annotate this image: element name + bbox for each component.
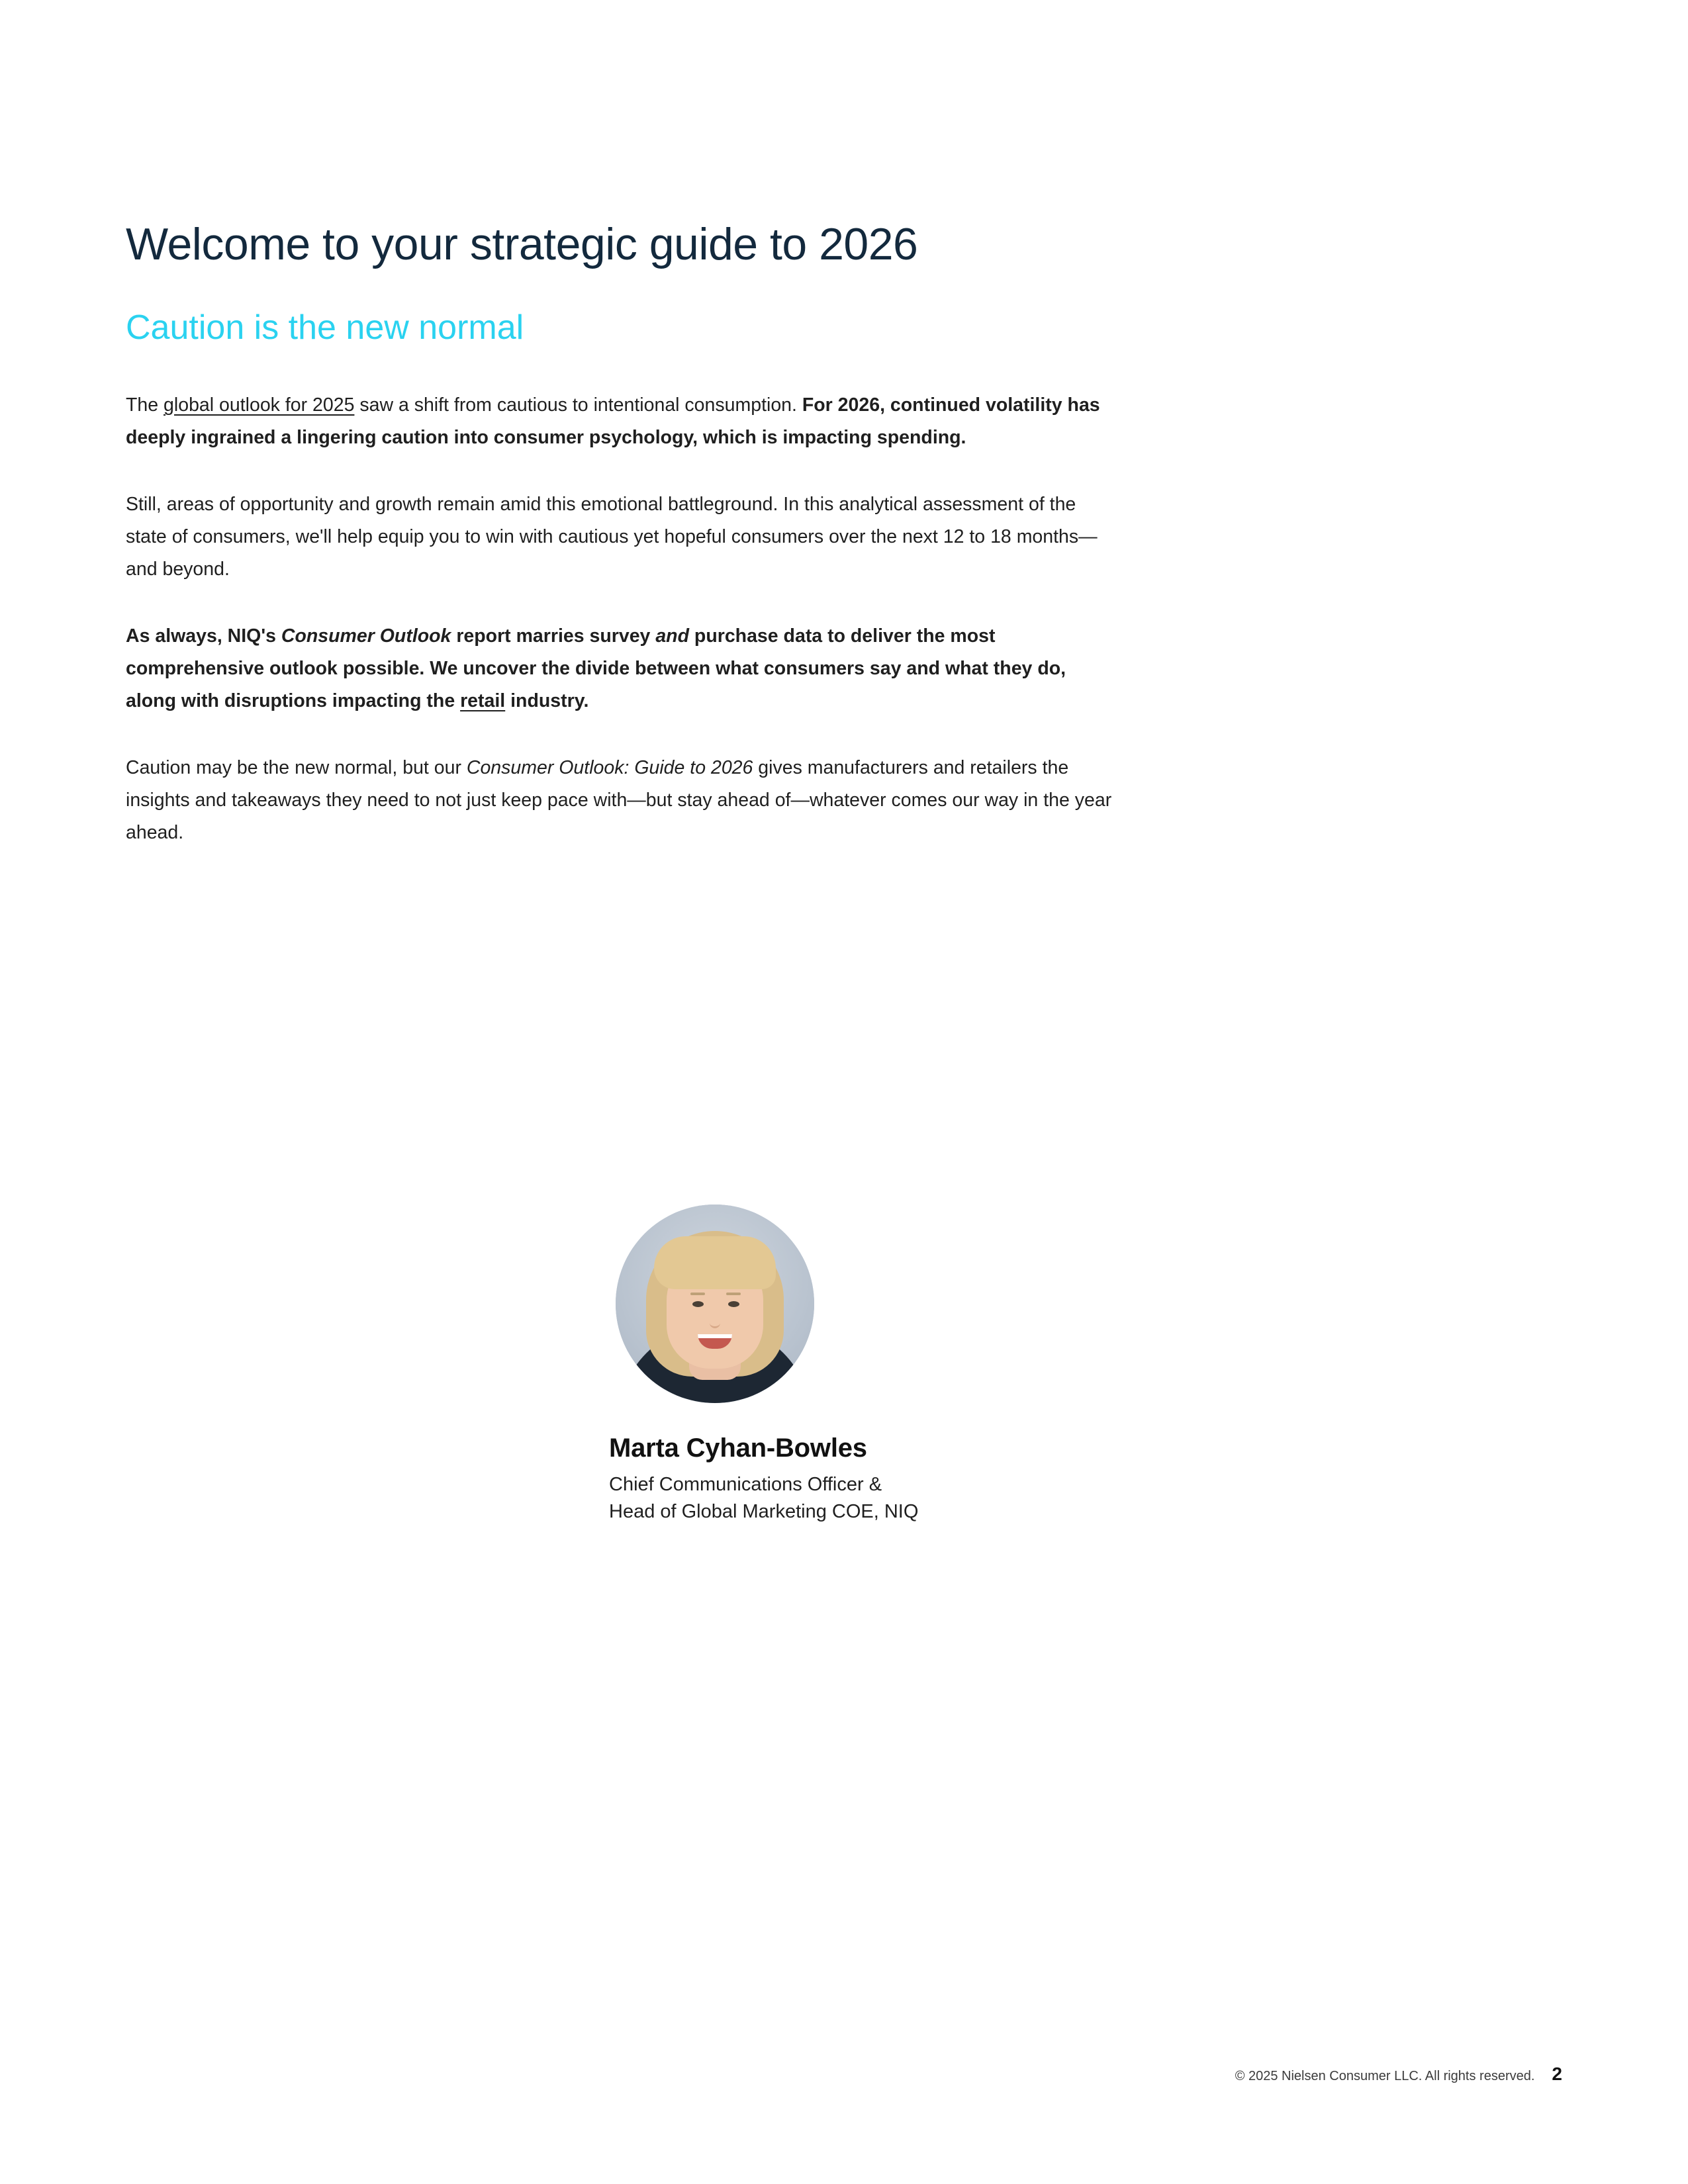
avatar-nose — [710, 1316, 720, 1328]
page-title: Welcome to your strategic guide to 2026 — [126, 219, 918, 269]
paragraph-3-text-b: report marries survey — [451, 625, 656, 647]
paragraph-4-italic: Consumer Outlook: Guide to 2026 — [466, 757, 753, 779]
paragraph-3-text-a: As always, NIQ's — [126, 625, 281, 647]
avatar-eye-right — [728, 1301, 739, 1307]
avatar-eye-left — [692, 1301, 704, 1307]
author-block — [609, 1205, 1139, 1525]
avatar-eyebrow-right — [726, 1293, 741, 1295]
paragraph-3-text-c: purchase data to deliver the most comprehensive outlook possible. We uncover the divide between what consumers say and what they do, along with disruptions impacting the — [126, 625, 1066, 712]
retail-link[interactable]: retail — [460, 690, 506, 712]
paragraph-1-text-b: saw a shift from cautious to intentional consumption. — [354, 394, 802, 416]
avatar-hair-fringe — [654, 1236, 776, 1289]
copyright-notice: © 2025 Nielsen Consumer LLC. All rights reserved. — [1235, 2069, 1535, 2083]
paragraph-4-text-a: Caution may be the new normal, but our — [126, 757, 467, 779]
page-content — [126, 218, 1158, 884]
paragraph-4 — [126, 752, 1119, 849]
author-role-line-2: Head of Global Marketing COE, NIQ — [609, 1501, 919, 1523]
paragraph-3-italic-1: Consumer Outlook — [281, 625, 451, 647]
avatar — [616, 1205, 814, 1403]
paragraph-4-text-b: gives manufacturers and retailers the insights and takeaways they need to not just keep pace with—but stay ahead of—whatever comes our way in the year ahead. — [126, 757, 1112, 844]
author-role-line-1: Chief Communications Officer & — [609, 1474, 882, 1495]
paragraph-1 — [126, 389, 1119, 454]
page-footer — [1235, 2064, 1562, 2085]
page-number: 2 — [1552, 2064, 1562, 2084]
avatar-eyebrow-left — [690, 1293, 705, 1295]
author-name: Marta Cyhan-Bowles — [609, 1433, 867, 1463]
paragraph-3-italic-2: and — [655, 625, 689, 647]
paragraph-1-text-a: The — [126, 394, 164, 416]
paragraph-1-bold: For 2026, continued volatility has deeply ingrained a lingering caution into consumer psychology, which is impacting spending. — [126, 394, 1100, 448]
paragraph-3-text-d: industry. — [505, 690, 589, 712]
paragraph-3 — [126, 620, 1119, 717]
paragraph-2: Still, areas of opportunity and growth remain amid this emotional battleground. In this analytical assessment of the state of consumers, we'll help equip you to win with cautious yet hopeful consumers over the next 12 to 18 months—and beyond. — [126, 494, 1098, 580]
global-outlook-2025-link[interactable]: global outlook for 2025 — [164, 394, 355, 416]
page-subtitle: Caution is the new normal — [126, 308, 524, 347]
